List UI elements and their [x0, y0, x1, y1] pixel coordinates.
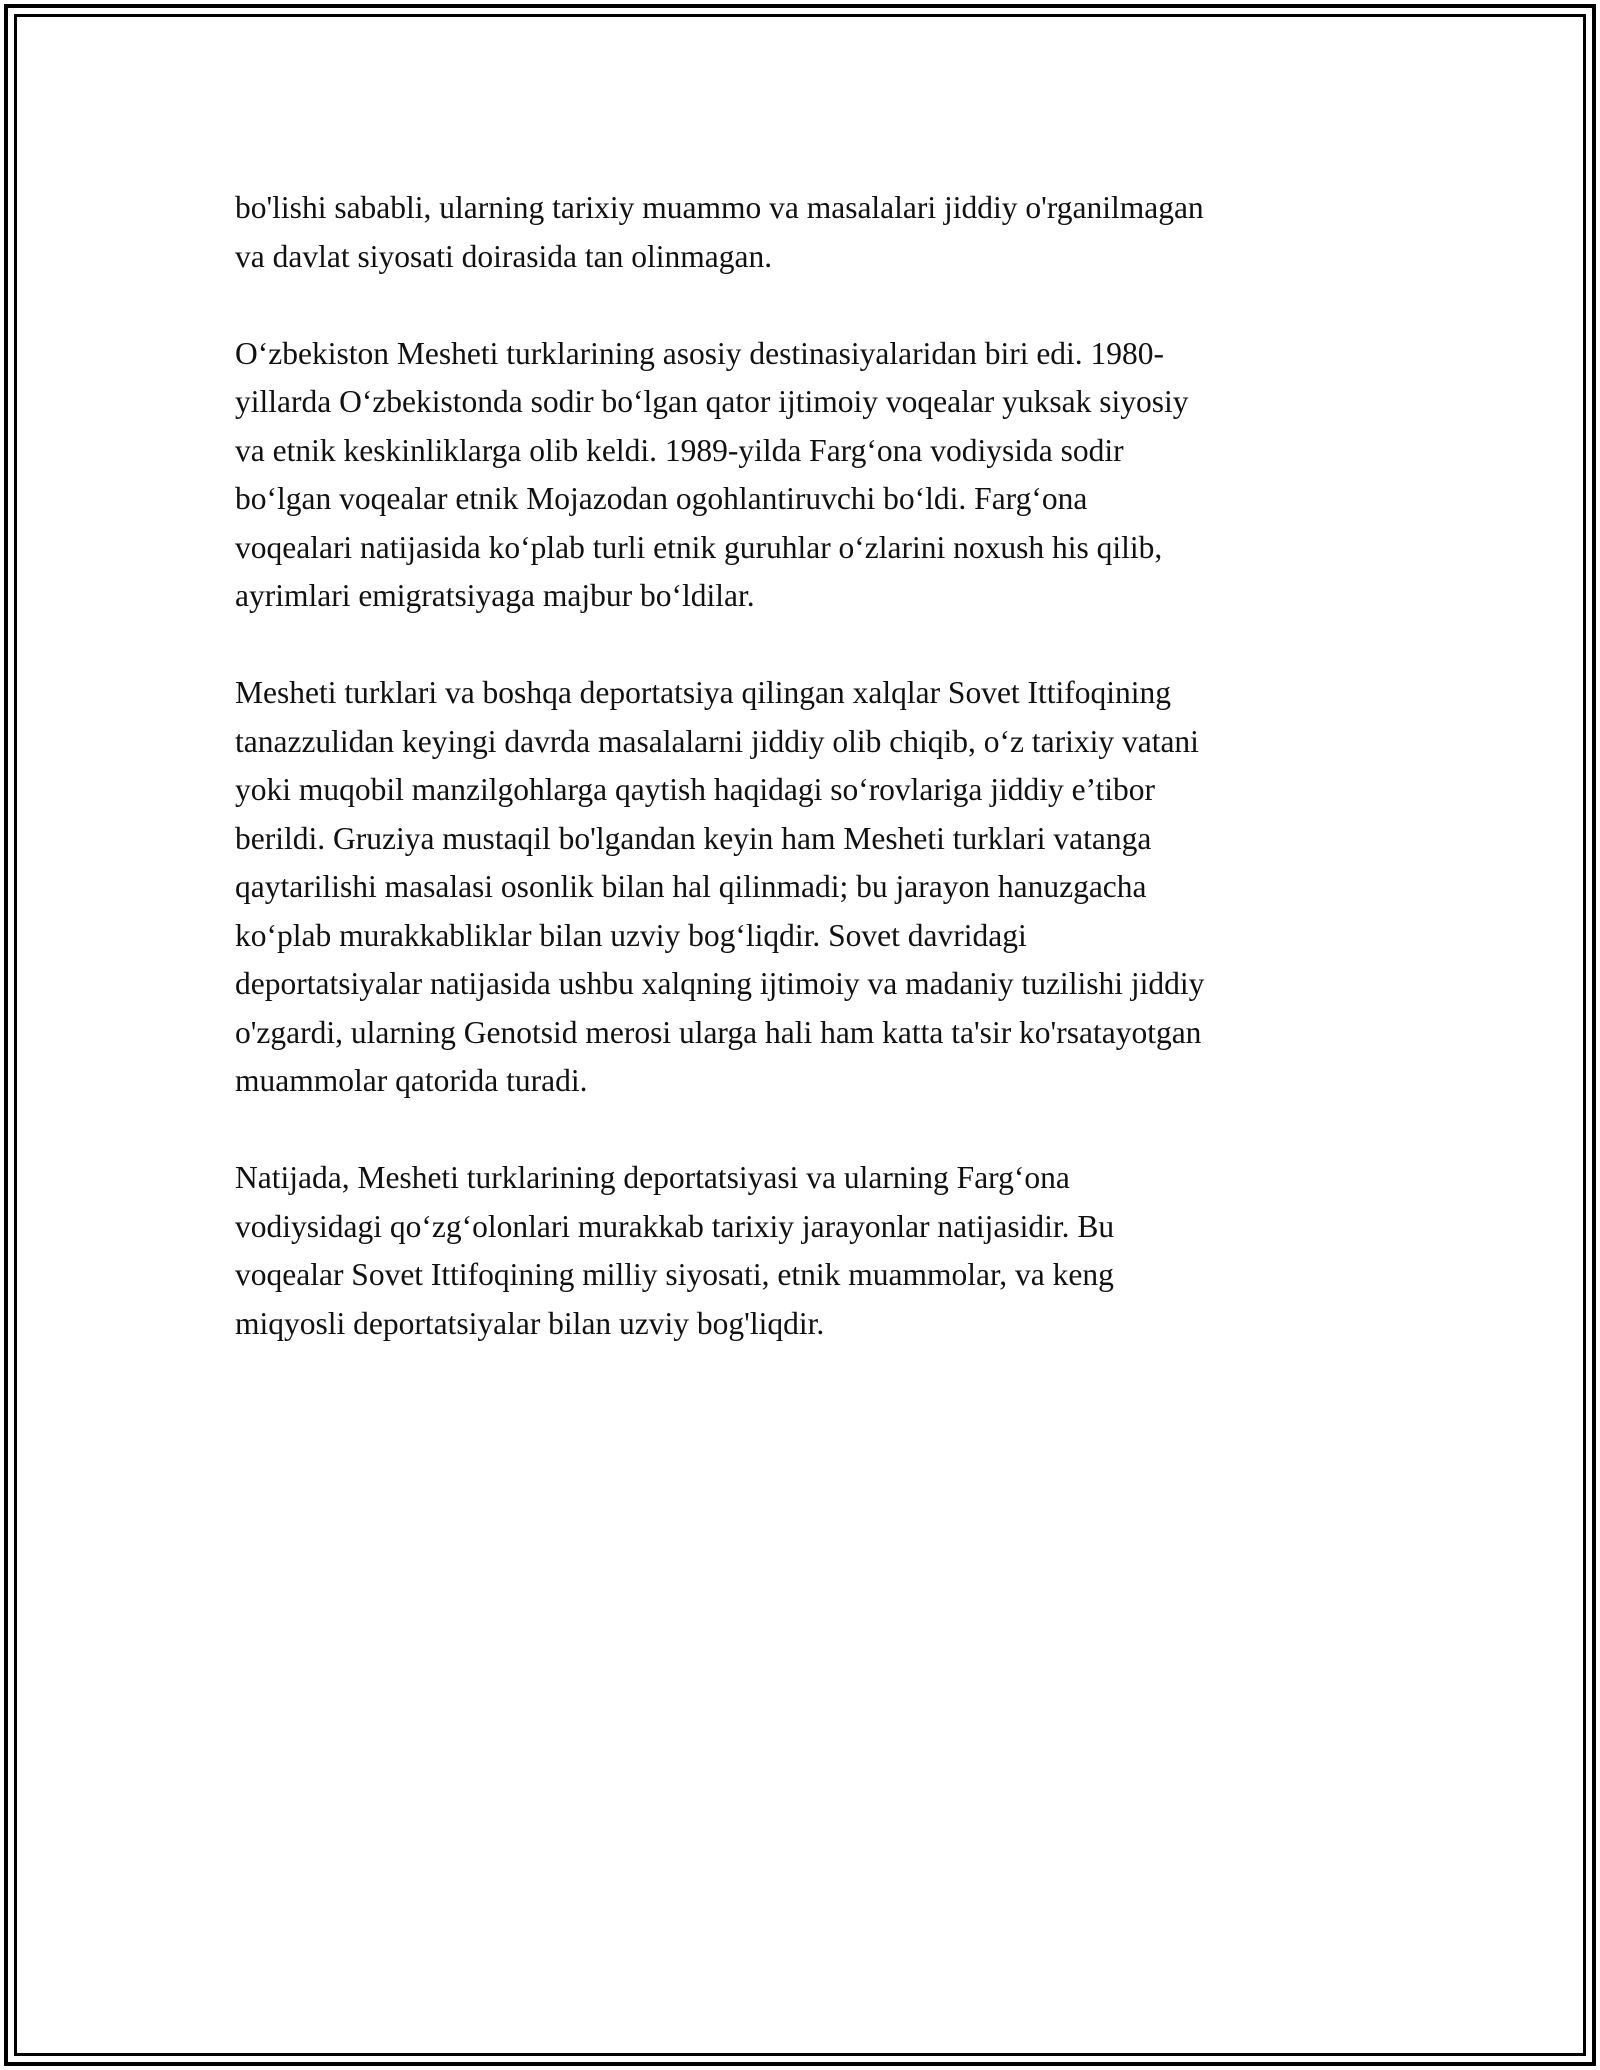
text-line: O‘zbekiston Mesheti turklarining asosiy destinasiyalaridan biri edi. 1980-	[235, 335, 1165, 371]
text-line: voqealar Sovet Ittifoqining milliy siyosati, etnik muammolar, va keng	[235, 1257, 1114, 1292]
text-line: yillarda O‘zbekistonda sodir bo‘lgan qator ijtimoiy voqealar yuksak siyosiy	[235, 384, 1189, 419]
paragraph-3	[235, 669, 1395, 1106]
text-line: bo'lishi sababli, ularning tarixiy muammo va masalalari jiddiy o'rganilmagan	[235, 190, 1204, 225]
text-line: ayrimlari emigratsiyaga majbur bo‘ldilar.	[235, 578, 755, 613]
text-line: o'zgardi, ularning Genotsid merosi ularga hali ham katta ta'sir ko'rsatayotgan	[235, 1014, 1202, 1050]
text-line: berildi. Gruziya mustaqil bo'lgandan keyin ham Mesheti turklari vatanga	[235, 820, 1152, 856]
text-line: yoki muqobil manzilgohlarga qaytish haqidagi so‘rovlariga jiddiy e’tibor	[235, 772, 1156, 807]
text-line: muammolar qatorida turadi.	[235, 1063, 588, 1098]
text-line: ko‘plab murakkabliklar bilan uzviy bog‘liqdir. Sovet davridagi	[235, 917, 1027, 953]
paragraph-1	[235, 184, 1395, 281]
text-line: Mesheti turklari va boshqa deportatsiya qilingan xalqlar Sovet Ittifoqining	[235, 675, 1172, 710]
text-line: bo‘lgan voqealar etnik Mojazodan ogohlantiruvchi bo‘ldi. Farg‘ona	[235, 481, 1088, 516]
text-line: voqealari natijasida ko‘plab turli etnik guruhlar o‘zlarini noxush his qilib,	[235, 529, 1163, 565]
text-line: tanazzulidan keyingi davrda masalalarni jiddiy olib chiqib, o‘z tarixiy vatani	[235, 723, 1199, 759]
text-line: deportatsiyalar natijasida ushbu xalqning ijtimoiy va madaniy tuzilishi jiddiy	[235, 966, 1205, 1001]
paragraph-4	[235, 1154, 1395, 1348]
text-line: va etnik keskinliklarga olib keldi. 1989-yilda Farg‘ona vodiysida sodir	[235, 432, 1124, 468]
text-line: qaytarilishi masalasi osonlik bilan hal qilinmadi; bu jarayon hanuzgacha	[235, 869, 1147, 904]
paragraph-2	[235, 330, 1395, 621]
document-body	[235, 184, 1395, 1397]
text-line: miqyosli deportatsiyalar bilan uzviy bog'liqdir.	[235, 1305, 825, 1341]
text-line: va davlat siyosati doirasida tan olinmagan.	[235, 238, 773, 274]
text-line: vodiysidagi qo‘zg‘olonlari murakkab tarixiy jarayonlar natijasidir. Bu	[235, 1208, 1115, 1244]
text-line: Natijada, Mesheti turklarining deportatsiyasi va ularning Farg‘ona	[235, 1160, 1070, 1195]
